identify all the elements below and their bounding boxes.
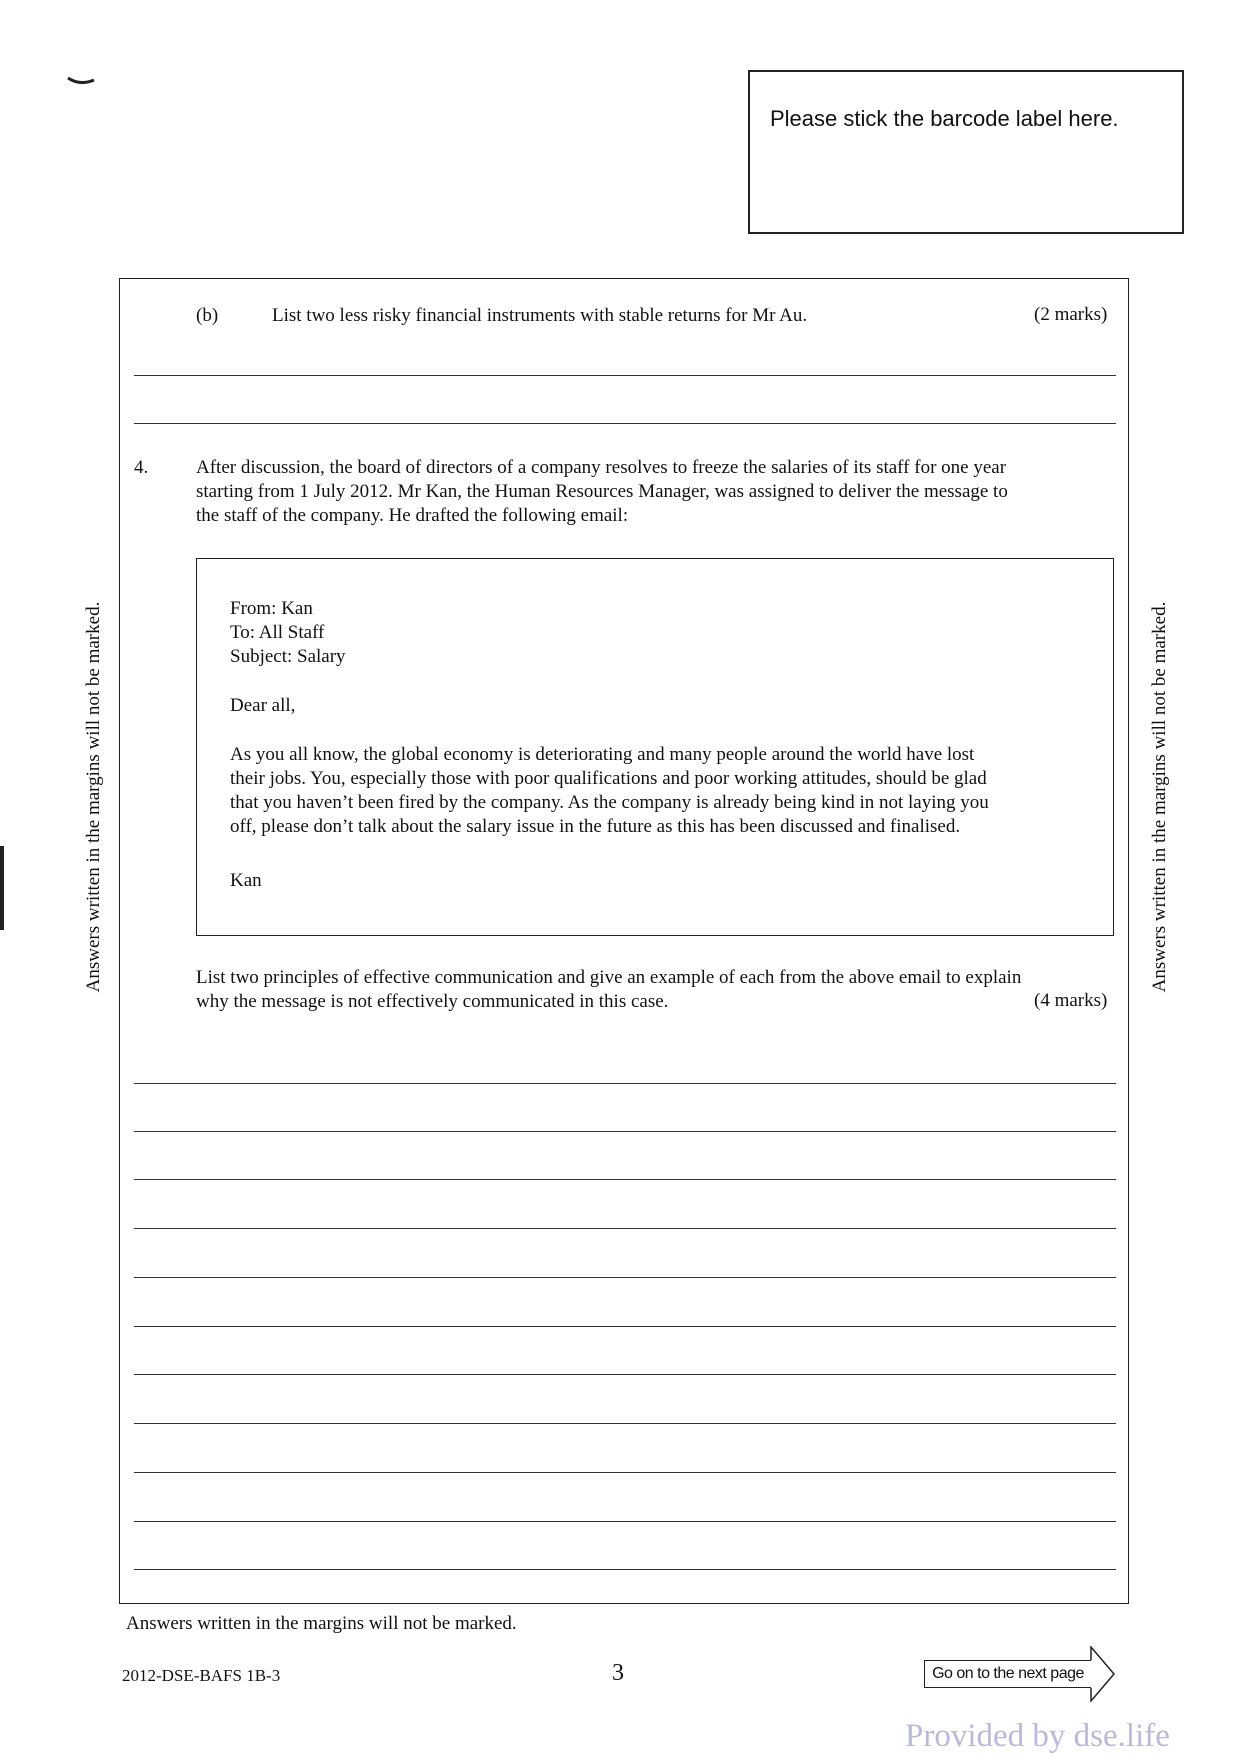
scan-edge-mark bbox=[0, 846, 4, 930]
email-greeting: Dear all, bbox=[230, 695, 296, 716]
email-subject: Subject: Salary bbox=[230, 646, 346, 667]
email-from: From: Kan bbox=[230, 598, 313, 619]
answer-line[interactable] bbox=[134, 1228, 1116, 1229]
email-signature: Kan bbox=[230, 870, 262, 891]
answer-line[interactable] bbox=[134, 1521, 1116, 1522]
q4-intro-line: After discussion, the board of directors of a company resolves to freeze the salaries of its staff for one year bbox=[196, 457, 1007, 478]
watermark: Provided by dse.life bbox=[905, 1718, 1170, 1754]
next-page-label: Go on to the next page bbox=[924, 1660, 1092, 1688]
scan-mark bbox=[66, 74, 96, 88]
answer-line[interactable] bbox=[134, 1374, 1116, 1375]
email-body-line: their jobs. You, especially those with poor qualifications and poor working attitudes, should be glad bbox=[230, 768, 987, 789]
q3b-label: (b) bbox=[196, 305, 219, 326]
q4-task bbox=[196, 966, 1021, 1014]
q3b-marks: (2 marks) bbox=[1034, 304, 1108, 325]
answer-line[interactable] bbox=[134, 1277, 1116, 1278]
q4-task-line: List two principles of effective communication and give an example of each from the above email to explain bbox=[196, 967, 1022, 988]
q4-intro bbox=[196, 456, 1116, 528]
email-body-line: off, please don’t talk about the salary issue in the future as this has been discussed and finalised. bbox=[230, 816, 961, 837]
q4-task-line: why the message is not effectively communicated in this case. bbox=[196, 991, 669, 1012]
barcode-instruction: Please stick the barcode label here. bbox=[770, 106, 1119, 131]
page-number: 3 bbox=[612, 1660, 624, 1686]
answer-line[interactable] bbox=[134, 1131, 1116, 1132]
answer-line[interactable] bbox=[134, 1179, 1116, 1180]
barcode-label-box bbox=[748, 70, 1184, 234]
email-body bbox=[230, 743, 989, 839]
next-page-indicator bbox=[924, 1660, 1114, 1688]
email-body-line: As you all know, the global economy is deteriorating and many people around the world have lost bbox=[230, 744, 975, 765]
answer-line[interactable] bbox=[134, 1423, 1116, 1424]
answer-line[interactable] bbox=[134, 423, 1116, 424]
footer-margin-note: Answers written in the margins will not be marked. bbox=[126, 1613, 517, 1634]
q4-number: 4. bbox=[134, 457, 149, 478]
margin-note-left: Answers written in the margins will not be marked. bbox=[83, 601, 104, 993]
margin-note-right: Answers written in the margins will not be marked. bbox=[1149, 601, 1170, 993]
q3b-text: List two less risky financial instruments with stable returns for Mr Au. bbox=[272, 305, 808, 326]
answer-line[interactable] bbox=[134, 1472, 1116, 1473]
arrow-right-icon bbox=[1090, 1646, 1116, 1702]
email-body-line: that you haven’t been fired by the company. As the company is already being kind in not laying you bbox=[230, 792, 989, 813]
paper-code: 2012-DSE-BAFS 1B-3 bbox=[122, 1666, 281, 1685]
answer-line[interactable] bbox=[134, 375, 1116, 376]
q4-intro-line: starting from 1 July 2012. Mr Kan, the Human Resources Manager, was assigned to deliver the message to bbox=[196, 481, 1008, 502]
q4-marks: (4 marks) bbox=[1034, 990, 1108, 1011]
q4-intro-line: the staff of the company. He drafted the following email: bbox=[196, 505, 629, 526]
answer-line[interactable] bbox=[134, 1083, 1116, 1084]
email-to: To: All Staff bbox=[230, 622, 325, 643]
answer-line[interactable] bbox=[134, 1326, 1116, 1327]
answer-line[interactable] bbox=[134, 1569, 1116, 1570]
